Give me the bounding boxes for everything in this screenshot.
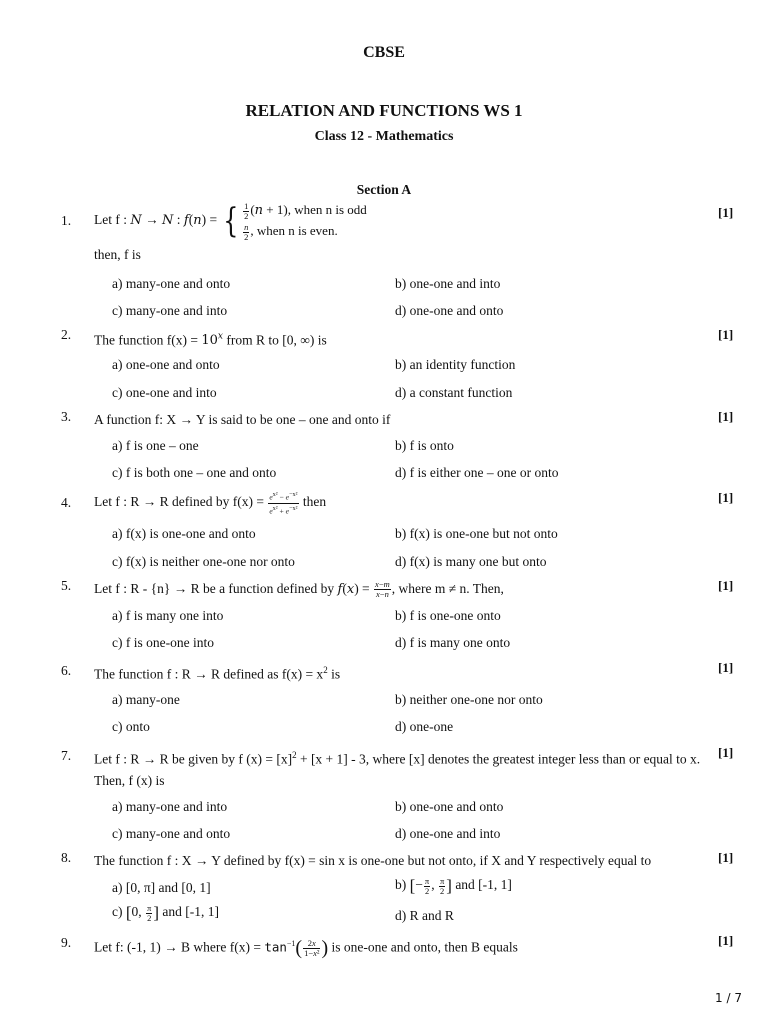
- option-c: c) f(x) is neither one-one nor onto: [112, 554, 295, 569]
- question-number: 8.: [61, 850, 72, 865]
- option-a: a) [0, π] and [0, 1]: [112, 880, 211, 895]
- option-d: d) a constant function: [395, 385, 513, 400]
- question-text: The function f : R → R defined as $f(x) = x^2$ is: [94, 665, 341, 682]
- question-number: 7.: [61, 748, 72, 763]
- question-marks: [1]: [718, 205, 734, 220]
- question-text: Let f : R - {n} → R be a function defined by f(x) = $\frac{x-m}{x-n}$ , where m ≠ n. Then,: [94, 579, 504, 600]
- option-a: a) one-one and onto: [112, 357, 220, 372]
- option-c: c) onto: [112, 719, 150, 734]
- question-marks: [1]: [718, 409, 734, 424]
- question-marks: [1]: [718, 327, 734, 342]
- question-text: The function f : X → Y defined by f(x) = sin x is one-one but not onto, if X and Y respectively equal to: [94, 853, 652, 868]
- option-b: b) one-one and into: [395, 276, 501, 291]
- page-indicator: 1 / 7: [715, 991, 742, 1005]
- option-c: c) many-one and into: [112, 303, 228, 318]
- option-c: c) f is one-one into: [112, 635, 214, 650]
- option-d: d) f(x) is many one but onto: [395, 554, 547, 569]
- question-number: 4.: [61, 495, 72, 510]
- option-b: b) f is onto: [395, 438, 454, 453]
- option-c: c) [0, $\frac{\pi}{2}$ ] and [-1, 1]: [112, 902, 219, 923]
- question-number: 2.: [61, 327, 72, 342]
- option-b: b) neither one-one nor onto: [395, 692, 543, 707]
- option-a: a) f is many one into: [112, 608, 224, 623]
- option-a: a) many-one: [112, 692, 180, 707]
- question-text: Let f : R → R be given by f $(x) = [x]^2 + [x + 1] - 3$, where [x] denotes the greatest integer less than or equal to x. Then, f (x) is: [94, 750, 701, 788]
- option-d: d) one-one and onto: [395, 303, 504, 318]
- question-text-continued: then, f is: [94, 247, 141, 262]
- question-marks: [1]: [718, 850, 734, 865]
- worksheet-subtitle: Class 12 - Mathematics: [314, 129, 454, 144]
- option-b: b) [− $\frac{\pi}{2}$ , $\frac{\pi}{2}$ ] and [-1, 1]: [395, 875, 512, 896]
- worksheet-title: RELATION AND FUNCTIONS WS 1: [245, 101, 523, 120]
- left-brace-symbol: {: [223, 200, 239, 241]
- option-d: d) R and R: [395, 908, 454, 923]
- option-c: c) one-one and into: [112, 385, 217, 400]
- option-a: a) f(x) is one-one and onto: [112, 526, 256, 541]
- question-number: 9.: [61, 935, 72, 950]
- option-c: c) f is both one – one and onto: [112, 465, 277, 480]
- question-number: 6.: [61, 663, 72, 678]
- question-text: The function $f(x) = 10^x$ from R to [0, ∞) is: [94, 332, 327, 349]
- question-marks: [1]: [718, 578, 734, 593]
- question-text: Let f : R → R defined by f(x) = $\frac{e^{x^2} - e^{-x^2}}{e^{x^2} + e^{-x^2}}$ then: [94, 491, 327, 515]
- question-number: 3.: [61, 409, 72, 424]
- section-heading: Section A: [356, 182, 412, 197]
- option-d: d) one-one: [395, 719, 454, 734]
- option-b: b) one-one and onto: [395, 799, 504, 814]
- question-text: Let f: (-1, 1) → B where $f(x) = \tan^{-1}$( $\frac{2x}{\text{1−x²}}$ ) is one-one and onto, then B equals: [94, 936, 518, 959]
- option-b: b) f is one-one onto: [395, 608, 501, 623]
- option-a: a) f is one – one: [112, 438, 199, 453]
- option-d: d) f is either one – one or onto: [395, 465, 559, 480]
- option-b: b) f(x) is one-one but not onto: [395, 526, 558, 541]
- option-a: a) many-one and onto: [112, 276, 231, 291]
- question-marks: [1]: [718, 490, 734, 505]
- option-d: d) one-one and into: [395, 826, 501, 841]
- option-d: d) f is many one onto: [395, 635, 511, 650]
- option-a: a) many-one and into: [112, 799, 228, 814]
- question-marks: [1]: [718, 933, 734, 948]
- question-text: A function f: X → Y is said to be one – one and onto if: [94, 412, 391, 427]
- question-number: 5.: [61, 578, 72, 593]
- question-marks: [1]: [718, 745, 734, 760]
- option-b: b) an identity function: [395, 357, 516, 372]
- question-marks: [1]: [718, 660, 734, 675]
- question-number: 1.: [61, 213, 72, 228]
- question-text: Let f : N → N : f(n) = { $\frac{1}{2}$ (n + 1), when n is odd $\frac{n}{2}$ , when n is even.: [94, 200, 367, 242]
- option-c: c) many-one and onto: [112, 826, 231, 841]
- board-name: CBSE: [363, 44, 405, 61]
